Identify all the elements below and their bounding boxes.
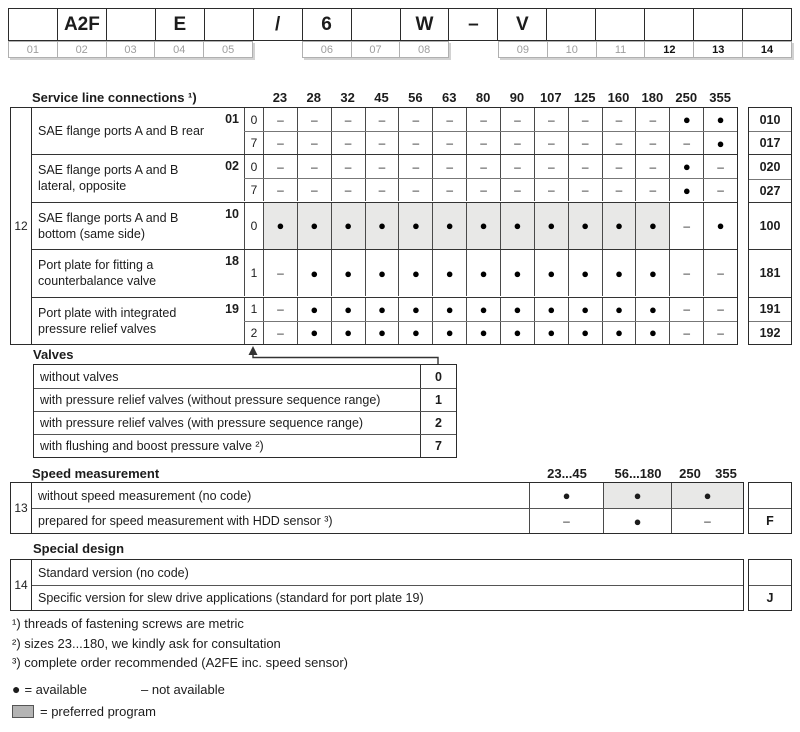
available-dot-icon: ● — [12, 681, 21, 697]
size-label: 63 — [441, 90, 457, 105]
availability-cell: – — [466, 108, 500, 131]
speed-title: Speed measurement — [32, 466, 160, 481]
service-row-desc-text: Port plate for fitting a counterbalance valve — [38, 258, 157, 289]
availability-cell: – — [568, 155, 602, 178]
service-row-desc-text: SAE flange ports A and B lateral, opposite — [38, 163, 179, 194]
availability-cell: ● — [568, 250, 602, 296]
model-code-cell — [645, 8, 694, 41]
size-label: 355 — [709, 90, 731, 105]
service-row-desc-text: SAE flange ports A and B rear — [38, 124, 205, 138]
model-code-row — [8, 8, 792, 41]
availability-cell: – — [534, 179, 568, 201]
valve-row — [34, 388, 456, 411]
availability-cell: ● — [602, 203, 636, 249]
availability-cell: ● — [365, 322, 399, 344]
availability-cell: – — [263, 108, 297, 131]
availability-cell: ● — [432, 203, 466, 249]
availability-cell: – — [432, 132, 466, 154]
availability-cell: – — [669, 322, 703, 344]
section-number-13: 13 — [10, 482, 32, 534]
model-code-cell — [352, 8, 401, 41]
model-code-cell — [205, 8, 254, 41]
availability-cell: ● — [365, 250, 399, 296]
speed-desc: without speed measurement (no code) — [38, 488, 252, 503]
position-number: 13 — [693, 42, 742, 57]
availability-cell: – — [365, 179, 399, 201]
position-number: 10 — [547, 42, 596, 57]
service-line-title: Service line connections ¹) — [32, 90, 197, 105]
availability-cell: – — [500, 179, 534, 201]
availability-cell: – — [703, 155, 737, 178]
availability-cell: ● — [297, 322, 331, 344]
service-row-code: 10 — [225, 206, 239, 221]
valve-row — [34, 411, 456, 434]
availability-cell: ● — [500, 250, 534, 296]
position-number: 12 — [644, 42, 693, 57]
model-code-cell — [596, 8, 645, 41]
preferred-label: = preferred program — [40, 704, 156, 719]
size-label: 45 — [374, 90, 389, 105]
availability-cell: ● — [466, 322, 500, 344]
availability-cell: ● — [466, 203, 500, 249]
model-code-cell — [8, 8, 58, 41]
availability-cell: – — [331, 108, 365, 131]
availability-cell: – — [635, 108, 669, 131]
availability-cell: ● — [432, 298, 466, 321]
valve-code: 2 — [420, 412, 456, 434]
valve-digit-cell: 7 — [244, 132, 263, 154]
position-number: 08 — [399, 42, 448, 57]
availability-cell: ● — [703, 203, 737, 249]
availability-cell: – — [500, 108, 534, 131]
speed-code: F — [749, 508, 791, 533]
availability-cell: – — [568, 108, 602, 131]
position-number: 06 — [320, 43, 333, 56]
availability-cell: – — [331, 179, 365, 201]
service-line-table — [10, 107, 792, 345]
not-available-label: – not available — [141, 681, 225, 697]
section-number-12: 12 — [10, 107, 32, 345]
availability-cell: – — [602, 179, 636, 201]
availability-cell: – — [635, 132, 669, 154]
availability-cell: – — [703, 322, 737, 344]
position-number-group — [498, 41, 792, 58]
availability-cell: ● — [466, 250, 500, 296]
availability-cell: ● — [331, 250, 365, 296]
model-code-cell — [547, 8, 596, 41]
position-number-group — [302, 41, 449, 58]
available-label: = available — [24, 681, 87, 697]
availability-cell: – — [331, 132, 365, 154]
speed-table-body — [32, 482, 744, 534]
availability-cell: – — [263, 250, 297, 296]
availability-cell: ● — [635, 203, 669, 249]
availability-cell: – — [297, 179, 331, 201]
footnotes — [12, 614, 348, 673]
valve-digit-cell: 1 — [244, 250, 263, 296]
valve-desc: with flushing and boost pressure valve ²) — [40, 439, 264, 453]
availability-cell: – — [669, 298, 703, 321]
availability-cell: ● — [365, 203, 399, 249]
service-row-desc-text: Port plate with integrated pressure relief valves — [38, 305, 177, 336]
service-row-group — [32, 202, 737, 250]
position-number-row — [8, 41, 792, 58]
valve-digit-cell: 1 — [244, 298, 263, 321]
position-number: 07 — [351, 42, 400, 57]
availability-cell: – — [398, 155, 432, 178]
special-row — [32, 585, 743, 610]
availability-cell: – — [365, 108, 399, 131]
speed-measurement-table — [10, 482, 792, 534]
position-number: 03 — [106, 42, 155, 57]
model-code-cell: V — [498, 8, 547, 41]
size-label: 180 — [641, 90, 664, 105]
service-subrow — [244, 250, 737, 296]
service-row-desc — [32, 155, 244, 202]
model-code-cell: W — [401, 8, 450, 41]
size-label: 107 — [539, 90, 562, 105]
availability-cell: – — [669, 132, 703, 154]
valve-code: 7 — [420, 435, 456, 457]
result-code-column — [748, 107, 792, 345]
availability-cell: – — [703, 250, 737, 296]
service-row-group — [32, 108, 737, 154]
availability-cell: ● — [398, 203, 432, 249]
footnote: ²) sizes 23...180, we kindly ask for consultation — [12, 635, 281, 651]
availability-cell: – — [602, 155, 636, 178]
special-design-title: Special design — [33, 541, 125, 556]
availability-cell: ● — [669, 179, 703, 201]
availability-cell: ● — [297, 298, 331, 321]
result-code: 027 — [749, 179, 791, 202]
availability-cell: – — [703, 179, 737, 201]
availability-cell: ● — [500, 203, 534, 249]
availability-cell: ● — [602, 250, 636, 296]
size-label: 160 — [607, 90, 630, 105]
availability-cell: – — [568, 179, 602, 201]
availability-cell: – — [263, 298, 297, 321]
valve-desc: with pressure relief valves (with pressure sequence range) — [40, 416, 364, 430]
availability-cell: ● — [534, 298, 568, 321]
valves-table — [33, 364, 457, 458]
service-row-code: 18 — [225, 254, 239, 268]
valve-digit-cell: 0 — [244, 108, 263, 131]
size-label: 28 — [306, 90, 322, 105]
footnote: ³) complete order recommended (A2FE inc. speed sensor) — [12, 655, 348, 670]
special-desc: Specific version for slew drive applications (standard for port plate 19) — [38, 591, 424, 605]
service-row-group — [32, 297, 737, 345]
size-label: 23 — [272, 90, 288, 105]
result-code: 191 — [749, 297, 791, 322]
availability-cell: ● — [568, 203, 602, 249]
availability-cell: ● — [466, 298, 500, 321]
valve-digit-cell: 0 — [244, 155, 263, 178]
availability-cell: – — [297, 132, 331, 154]
speed-row — [32, 483, 743, 508]
valve-digit-cell: 0 — [244, 203, 263, 249]
availability-cell: ● — [263, 203, 297, 249]
availability-cell: – — [263, 132, 297, 154]
availability-cell: ● — [635, 250, 669, 296]
position-number: 05 — [203, 42, 252, 57]
valve-digit-cell: 2 — [244, 322, 263, 344]
availability-cell: – — [669, 203, 703, 249]
footnote: ¹) threads of fastening screws are metric — [12, 616, 244, 631]
position-number: 02 — [57, 42, 106, 57]
availability-cell: ● — [500, 298, 534, 321]
availability-cell: – — [466, 179, 500, 201]
model-code-cell: – — [449, 8, 498, 41]
availability-cell: – — [466, 132, 500, 154]
speed-row — [32, 508, 743, 533]
result-code: 017 — [749, 131, 791, 154]
service-subrows — [244, 203, 737, 250]
availability-cell: – — [635, 155, 669, 178]
result-code: 100 — [749, 202, 791, 250]
availability-cell: ● — [603, 509, 671, 533]
availability-cell: ● — [669, 108, 703, 131]
availability-cell: – — [263, 155, 297, 178]
availability-cell: ● — [331, 203, 365, 249]
availability-cell: ● — [534, 203, 568, 249]
size-label: 250 — [675, 90, 698, 105]
service-subrow — [244, 108, 737, 131]
service-subrow — [244, 321, 737, 344]
availability-cell: – — [432, 108, 466, 131]
availability-cell: ● — [534, 322, 568, 344]
availability-cell: ● — [635, 322, 669, 344]
result-code: 192 — [749, 321, 791, 344]
availability-cell: – — [466, 155, 500, 178]
availability-cell: – — [703, 298, 737, 321]
availability-cell: ● — [669, 155, 703, 178]
availability-cell: ● — [432, 322, 466, 344]
speed-size-header-group — [672, 466, 744, 481]
valve-desc: with pressure relief valves (without pressure sequence range) — [40, 393, 381, 407]
availability-cell: ● — [602, 298, 636, 321]
service-row-desc — [32, 108, 244, 154]
service-subrow — [244, 203, 737, 249]
special-table-body — [32, 559, 744, 611]
speed-header-row — [10, 464, 792, 481]
availability-cell: ● — [529, 483, 603, 508]
availability-cell: – — [671, 509, 743, 533]
availability-cell: – — [263, 322, 297, 344]
availability-cell: ● — [365, 298, 399, 321]
availability-cell: – — [263, 179, 297, 201]
service-row-desc-text: SAE flange ports A and B bottom (same side) — [38, 210, 179, 241]
availability-cell: ● — [602, 322, 636, 344]
availability-cell: – — [568, 132, 602, 154]
size-header-row — [263, 90, 737, 105]
model-code-cell — [694, 8, 743, 41]
availability-cell: – — [534, 108, 568, 131]
availability-cell: ● — [331, 322, 365, 344]
legend-availability — [12, 681, 225, 697]
special-design-table — [10, 559, 792, 611]
model-code-cell — [743, 8, 792, 41]
speed-size-header: 250 — [679, 466, 701, 481]
availability-cell: – — [365, 155, 399, 178]
speed-size-header: 23...45 — [547, 466, 587, 481]
availability-cell: ● — [568, 322, 602, 344]
service-subrow — [244, 178, 737, 201]
service-subrows — [244, 298, 737, 345]
availability-cell: ● — [568, 298, 602, 321]
availability-cell: ● — [671, 483, 743, 508]
speed-desc: prepared for speed measurement with HDD sensor ³) — [38, 514, 333, 528]
service-row-desc — [32, 250, 244, 297]
service-subrow — [244, 155, 737, 178]
availability-cell: – — [602, 108, 636, 131]
size-label: 90 — [509, 90, 525, 105]
availability-cell: ● — [398, 322, 432, 344]
availability-cell: – — [529, 509, 603, 533]
availability-cell: – — [297, 155, 331, 178]
size-label: 125 — [573, 90, 596, 105]
availability-cell: – — [534, 155, 568, 178]
speed-size-header: 355 — [715, 466, 737, 481]
availability-cell: – — [432, 155, 466, 178]
availability-cell: – — [297, 108, 331, 131]
position-number: 01 — [26, 43, 40, 56]
speed-code-column — [748, 482, 792, 534]
special-code — [749, 560, 791, 585]
availability-cell: – — [398, 132, 432, 154]
service-line-table-body — [32, 107, 738, 345]
preferred-program-swatch — [12, 705, 34, 718]
size-label: 56 — [408, 90, 423, 105]
service-subrows — [244, 155, 737, 202]
availability-cell: ● — [331, 298, 365, 321]
service-subrows — [244, 250, 737, 297]
valve-desc: without valves — [40, 369, 119, 384]
service-subrow — [244, 131, 737, 154]
service-row-code: 19 — [225, 301, 239, 316]
availability-cell: ● — [297, 250, 331, 296]
valve-row — [34, 365, 456, 388]
availability-cell: – — [331, 155, 365, 178]
valve-row — [34, 434, 456, 457]
availability-cell: – — [365, 132, 399, 154]
size-label: 80 — [475, 90, 491, 105]
availability-cell: ● — [603, 483, 671, 508]
availability-cell: ● — [297, 203, 331, 249]
service-subrow — [244, 298, 737, 321]
availability-cell: – — [432, 179, 466, 201]
result-code: 020 — [749, 154, 791, 179]
speed-size-header: 56...180 — [614, 466, 662, 481]
model-code-cell: E — [156, 8, 205, 41]
valve-digit-cell: 7 — [244, 179, 263, 201]
service-row-desc — [32, 298, 244, 345]
availability-cell: ● — [635, 298, 669, 321]
position-number: 11 — [596, 42, 645, 57]
availability-cell: ● — [703, 132, 737, 154]
position-number-group — [8, 41, 253, 58]
service-row-desc — [32, 203, 244, 250]
availability-cell: – — [398, 179, 432, 201]
model-code-cell: A2F — [58, 8, 107, 41]
position-number: 04 — [154, 42, 203, 57]
model-code-cell: / — [254, 8, 303, 41]
availability-cell: – — [635, 179, 669, 201]
special-desc: Standard version (no code) — [38, 565, 189, 580]
speed-code — [749, 483, 791, 508]
availability-cell: – — [398, 108, 432, 131]
availability-cell: – — [534, 132, 568, 154]
special-row — [32, 560, 743, 585]
availability-cell: ● — [703, 108, 737, 131]
service-row-group — [32, 249, 737, 297]
availability-cell: ● — [398, 298, 432, 321]
availability-cell: – — [602, 132, 636, 154]
special-code: J — [749, 585, 791, 610]
availability-cell: ● — [534, 250, 568, 296]
special-code-column — [748, 559, 792, 611]
model-code-cell: 6 — [303, 8, 352, 41]
service-row-code: 02 — [225, 159, 239, 173]
service-row-group — [32, 154, 737, 202]
model-code-cell — [107, 8, 156, 41]
section-number-14: 14 — [10, 559, 32, 611]
availability-cell: ● — [500, 322, 534, 344]
service-subrows — [244, 108, 737, 154]
service-line-header-row — [10, 86, 792, 105]
result-code: 181 — [749, 249, 791, 297]
position-number: 14 — [742, 42, 791, 57]
valves-title: Valves — [33, 347, 74, 362]
valve-code: 1 — [420, 389, 456, 411]
valve-code: 0 — [420, 365, 456, 388]
result-code: 010 — [759, 112, 781, 127]
availability-cell: – — [669, 250, 703, 296]
position-number: 09 — [516, 43, 530, 56]
size-label: 32 — [340, 90, 355, 105]
availability-cell: – — [500, 155, 534, 178]
availability-cell: – — [500, 132, 534, 154]
service-row-code: 01 — [225, 112, 239, 126]
availability-cell: ● — [398, 250, 432, 296]
availability-cell: ● — [432, 250, 466, 296]
legend-preferred — [12, 704, 156, 719]
